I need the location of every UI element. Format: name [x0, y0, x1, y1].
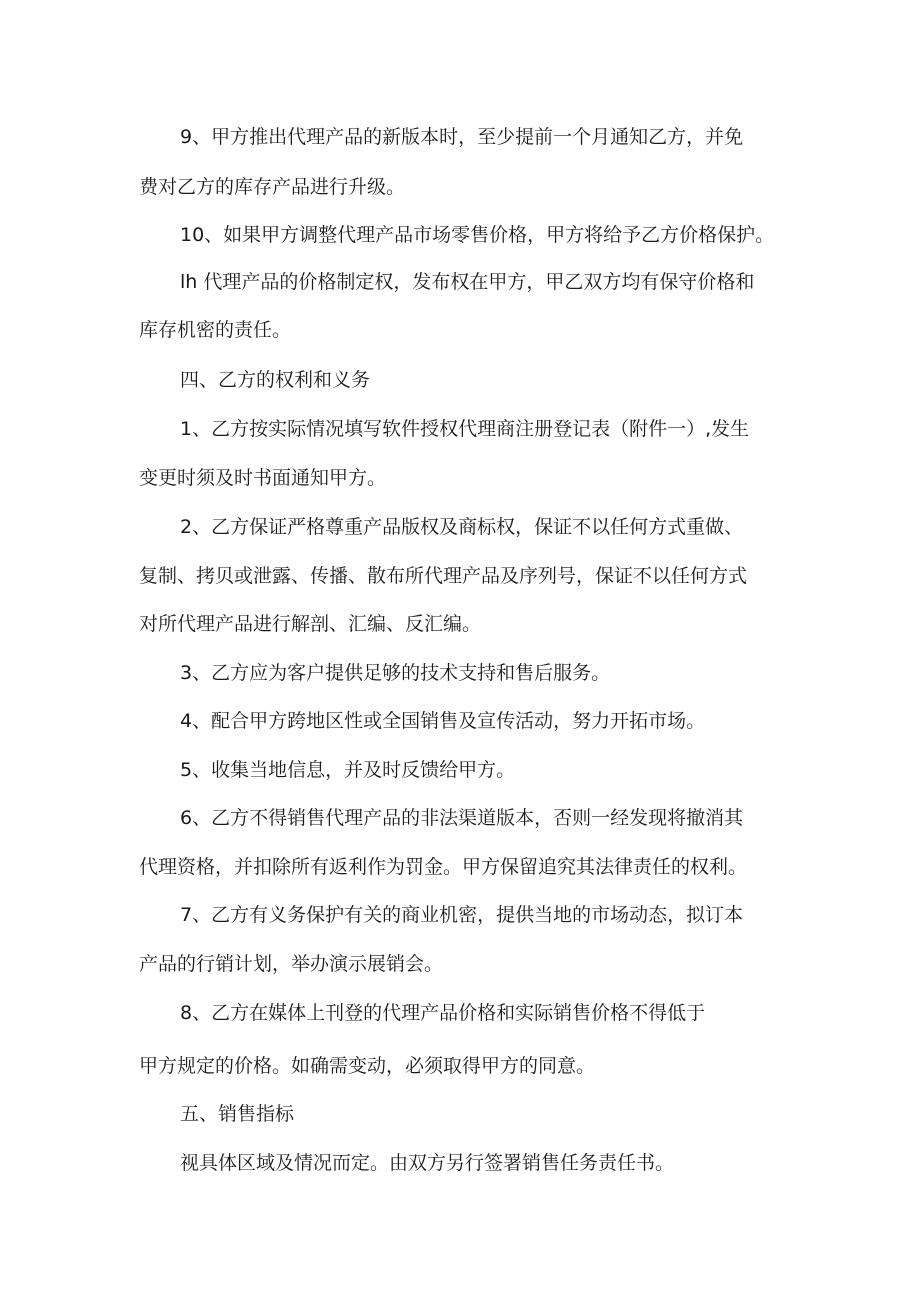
section-4-item-2-line-3: 对所代理产品进行解剖、汇编、反汇编。 [139, 613, 482, 635]
section-4-item-8-line-2: 甲方规定的价格。如确需变动，必须取得甲方的同意。 [139, 1055, 596, 1077]
section-4-item-5: 5、收集当地信息，并及时反馈给甲方。 [180, 759, 516, 781]
section-4-item-8-line-1: 8、乙方在媒体上刊登的代理产品价格和实际销售价格不得低于 [180, 1002, 706, 1024]
paragraph-9-line-1: 9、甲方推出代理产品的新版本时，至少提前一个月通知乙方，并免 [180, 126, 744, 148]
section-4-heading: 四、乙方的权利和义务 [180, 369, 371, 391]
section-4-item-6-line-2: 代理资格，并扣除所有返利作为罚金。甲方保留追究其法律责任的权利。 [139, 856, 748, 878]
paragraph-10-line-1: 10、如果甲方调整代理产品市场零售价格，甲方将给予乙方价格保护。 [180, 224, 775, 246]
paragraph-9-line-2: 费对乙方的库存产品进行升级。 [139, 176, 406, 198]
section-4-item-1-line-1: 1、乙方按实际情况填写软件授权代理商注册登记表（附件一）,发生 [180, 418, 750, 440]
section-4-item-4: 4、配合甲方跨地区性或全国销售及宣传活动，努力开拓市场。 [180, 710, 706, 732]
section-4-item-1-line-2: 变更时须及时书面通知甲方。 [139, 467, 387, 489]
section-4-item-3: 3、乙方应为客户提供足够的技术支持和售后服务。 [180, 662, 611, 684]
section-4-item-7-line-2: 产品的行销计划，举办演示展销会。 [139, 953, 444, 975]
section-4-item-7-line-1: 7、乙方有义务保护有关的商业机密，提供当地的市场动态，拟订本 [180, 904, 744, 926]
paragraph-11-line-1: lh 代理产品的价格制定权，发布权在甲方，甲乙双方均有保守价格和 [180, 271, 755, 293]
section-4-item-6-line-1: 6、乙方不得销售代理产品的非法渠道版本，否则一经发现将撤消其 [180, 807, 744, 829]
section-5-heading: 五、销售指标 [180, 1103, 295, 1125]
section-4-item-2-line-2: 复制、拷贝或泄露、传播、散布所代理产品及序列号，保证不以任何方式 [139, 565, 748, 587]
section-5-body: 视具体区域及情况而定。由双方另行签署销售任务责任书。 [180, 1152, 675, 1174]
paragraph-11-line-2: 库存机密的责任。 [139, 319, 292, 341]
section-4-item-2-line-1: 2、乙方保证严格尊重产品版权及商标权，保证不以任何方式重做、 [180, 516, 744, 538]
